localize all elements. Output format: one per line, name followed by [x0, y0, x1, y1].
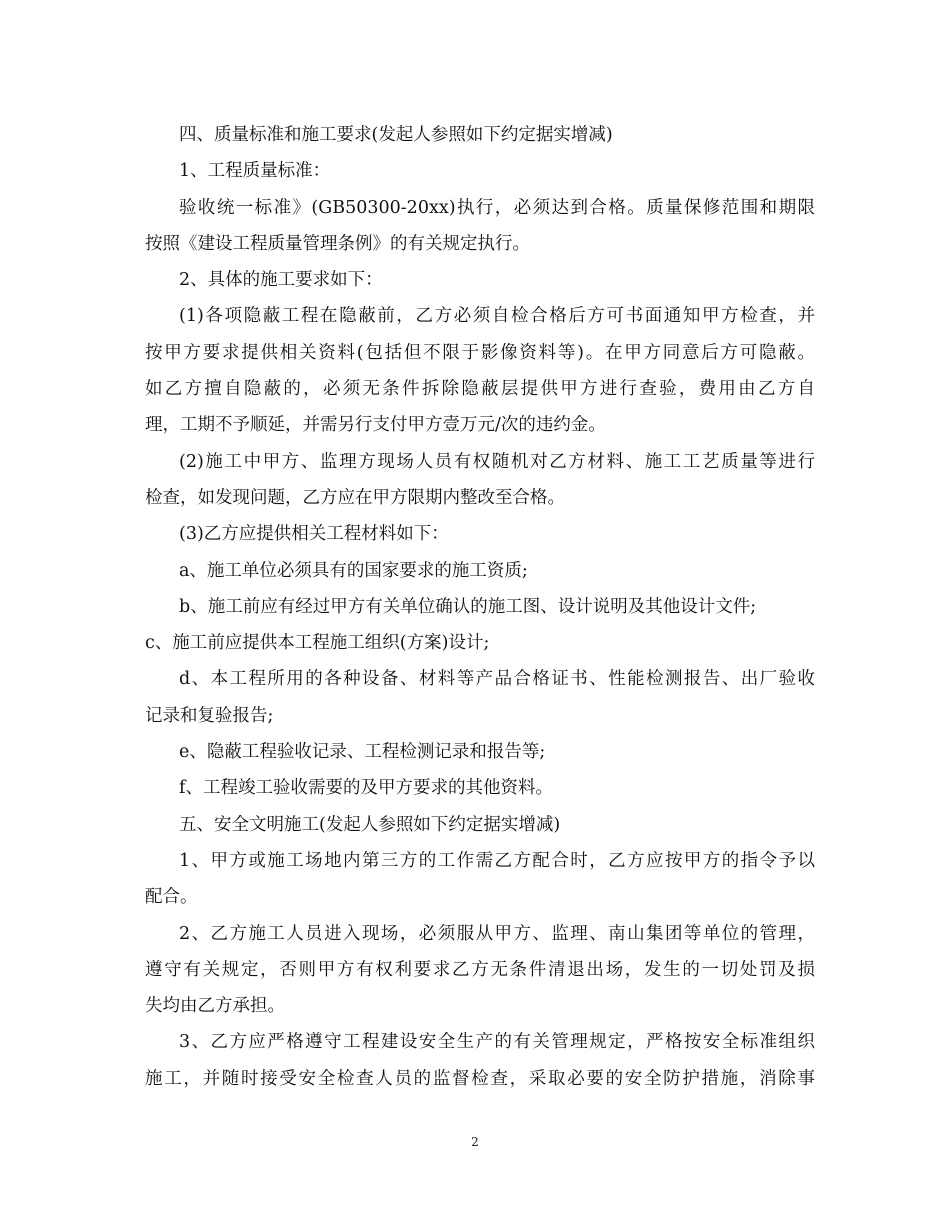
list-item: f、工程竣工验收需要的及甲方要求的其他资料。 — [179, 778, 553, 799]
paragraph-line: 3、乙方应严格遵守工程建设安全生产的有关管理规定，严格按安全标准组织 — [179, 1032, 815, 1053]
list-item: b、施工前应有经过甲方有关单位确认的施工图、设计说明及其他设计文件; — [179, 596, 757, 617]
paragraph-line: 配合。 — [145, 887, 198, 908]
list-item: c、施工前应提供本工程施工组织(方案)设计; — [145, 633, 490, 654]
section-heading-quality: 四、质量标准和施工要求(发起人参照如下约定据实增减) — [179, 125, 613, 145]
paragraph-line: (3)乙方应提供相关工程材料如下： — [179, 524, 449, 545]
list-item: e、隐蔽工程验收记录、工程检测记录和报告等; — [179, 742, 546, 763]
paragraph-line: 如乙方擅自隐蔽的，必须无条件拆除隐蔽层提供甲方进行查验，费用由乙方自 — [145, 379, 815, 400]
paragraph-line: 1、甲方或施工场地内第三方的工作需乙方配合时，乙方应按甲方的指令予以 — [179, 850, 815, 871]
paragraph-line: 理，工期不予顺延，并需另行支付甲方壹万元/次的违约金。 — [145, 415, 606, 436]
document-body — [145, 117, 815, 1097]
list-item: a、施工单位必须具有的国家要求的施工资质; — [179, 560, 528, 581]
paragraph-line: (1)各项隐蔽工程在隐蔽前，乙方必须自检合格后方可书面通知甲方检查，并 — [179, 306, 815, 327]
paragraph-line: 按照《建设工程质量管理条例》的有关规定执行。 — [145, 233, 530, 254]
paragraph-line: 2、具体的施工要求如下： — [179, 270, 383, 291]
paragraph-line: 按甲方要求提供相关资料(包括但不限于影像资料等)。在甲方同意后方可隐蔽。 — [145, 342, 815, 363]
list-item: d、本工程所用的各种设备、材料等产品合格证书、性能检测报告、出厂验收 — [179, 669, 815, 690]
paragraph-line: 1、工程质量标准： — [179, 161, 331, 182]
paragraph-line: 失均由乙方承担。 — [145, 996, 285, 1017]
paragraph-line: 施工，并随时接受安全检查人员的监督检查，采取必要的安全防护措施，消除事 — [145, 1068, 815, 1089]
paragraph-line: 2、乙方施工人员进入现场，必须服从甲方、监理、南山集团等单位的管理， — [179, 923, 815, 944]
list-item: 记录和复验报告; — [145, 705, 274, 726]
paragraph-line: 验收统一标准》(GB50300-20xx)执行，必须达到合格。质量保修范围和期限 — [179, 197, 815, 218]
paragraph-line: 检查，如发现问题，乙方应在甲方限期内整改至合格。 — [145, 487, 565, 508]
page-number: 2 — [471, 1135, 479, 1149]
section-heading-safety: 五、安全文明施工(发起人参照如下约定据实增减) — [179, 814, 561, 835]
paragraph-line: 遵守有关规定，否则甲方有权利要求乙方无条件清退出场，发生的一切处罚及损 — [145, 959, 815, 980]
paragraph-line: (2)施工中甲方、监理方现场人员有权随机对乙方材料、施工工艺质量等进行 — [179, 451, 815, 472]
